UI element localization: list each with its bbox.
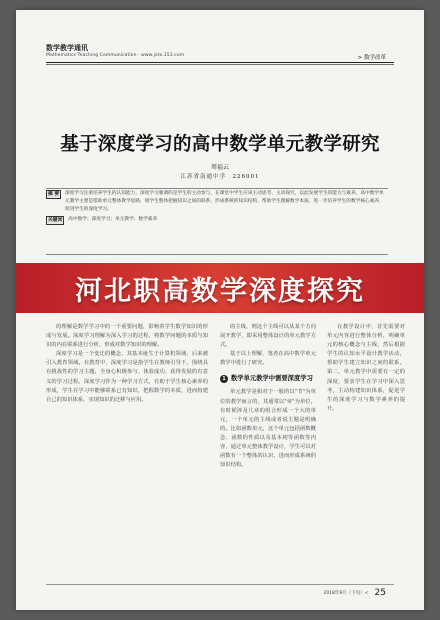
journal-title: 数学教学通讯 bbox=[46, 44, 88, 52]
keywords-tag: 关键词 bbox=[48, 217, 63, 223]
header-rule bbox=[46, 62, 394, 63]
left-column bbox=[46, 323, 208, 405]
page-number: 25 bbox=[374, 588, 386, 598]
article-affiliation: 江苏省南通中学 226001 bbox=[180, 174, 260, 180]
keywords-row bbox=[46, 216, 388, 225]
abstract-tag: 摘 要 bbox=[48, 192, 60, 197]
section-title: 数学单元教学中需要深度学习 bbox=[231, 375, 313, 383]
journal-subtitle: Mathematics Teaching Communication · www.jxtx.153.com bbox=[46, 53, 185, 58]
banner-text: 河北职高数学深度探究 bbox=[75, 275, 365, 307]
abstract-row bbox=[46, 190, 388, 215]
middle-body: 单元教学是相对于一般的以"节"为单位的教学而言的，其通常以"章"为单位，有时候涉及几章的组合形成一个大的单元，一个单元的主线或者说主题是明确的。比如函数单元，这个单元包括函数概念、函数的性质以及基本初等函数等内容，通过单元整体教学设计，学生可以对函数有一个整体的认识，进而形成系统的知识结构。 bbox=[220, 389, 316, 469]
section-number: 1 bbox=[220, 375, 228, 383]
right-body: 在教学设计中，首先需要对单元内容进行整体分析，明确单元的核心概念与主线，然后根据学生的认知水平设计教学活动，帮助学生建立知识之间的联系。第二，单元教学中需要有一定的深度，要求学生在学习中深入思考，主动构建知识体系，促进学生的深度学习与数学素养的提升。 bbox=[327, 324, 405, 412]
issue-label: 2018年9月（下旬）< bbox=[323, 591, 369, 596]
left-paragraph: 的理解是数学学习中的一个重要问题，影响着学生数学知识的形成与发展。深度学习理解为深入学习的过程，将数学问题的本质与知识的内在联系进行分析，形成对数学知识的理解。 bbox=[46, 324, 208, 349]
section-label: > 数学改革 bbox=[357, 55, 386, 61]
middle-intro: 的主线，则这个主线可以从某个方向展开教学，即采用整体设计的单元教学方式。 bbox=[220, 324, 316, 349]
abstract-top-rule bbox=[46, 188, 388, 189]
journal-header bbox=[46, 44, 186, 59]
article-author: 周福云 bbox=[210, 164, 229, 171]
header-rule-thin bbox=[46, 64, 394, 65]
page-footer bbox=[323, 588, 386, 598]
document-page bbox=[16, 10, 424, 610]
middle-column bbox=[220, 323, 316, 470]
article-title: 基于深度学习的高中数学单元教学研究 bbox=[60, 134, 380, 155]
abstract-block bbox=[46, 190, 388, 225]
abstract-bottom-rule bbox=[46, 254, 388, 255]
promo-banner bbox=[16, 263, 424, 313]
abstract-text: 深度学习注重培养学生的认知能力，深度学习强调的是学生的主动参与，在课堂中学生应该主动思考、主动探究，以此发展学生的能力与素养。高中数学单元教学主要是借助单元整体教学思路，使学生整体把握知识之间的联系，形成系统的知识结构，帮助学生理解数学本质，进一步培养学生的数学核心素养，促进学生的深度学习。 bbox=[65, 191, 384, 213]
footer-rule bbox=[46, 584, 394, 585]
left-paragraph: 深度学习是一个变迁的概念，其基本诞生于计算机领域，后来被引入教育领域。在教育中，深度学习是指学生在教师引导下，围绕具有挑战性的学习主题，全身心积极参与、体验成功、获得发展的有意义的学习过程。深度学习作为一种学习方式，有助于学生核心素养的形成，学生在学习中能够联系已有知识，把握数学的本质，进而构建自己的知识体系，实现知识的迁移与应用。 bbox=[46, 351, 208, 403]
section-heading bbox=[220, 374, 316, 384]
middle-more: 基于以上理解，笔者在高中数学单元教学中进行了研究。 bbox=[220, 351, 316, 367]
right-column bbox=[327, 323, 405, 414]
keywords-text: 高中数学；深度学习；单元教学；数学素养 bbox=[68, 216, 158, 222]
